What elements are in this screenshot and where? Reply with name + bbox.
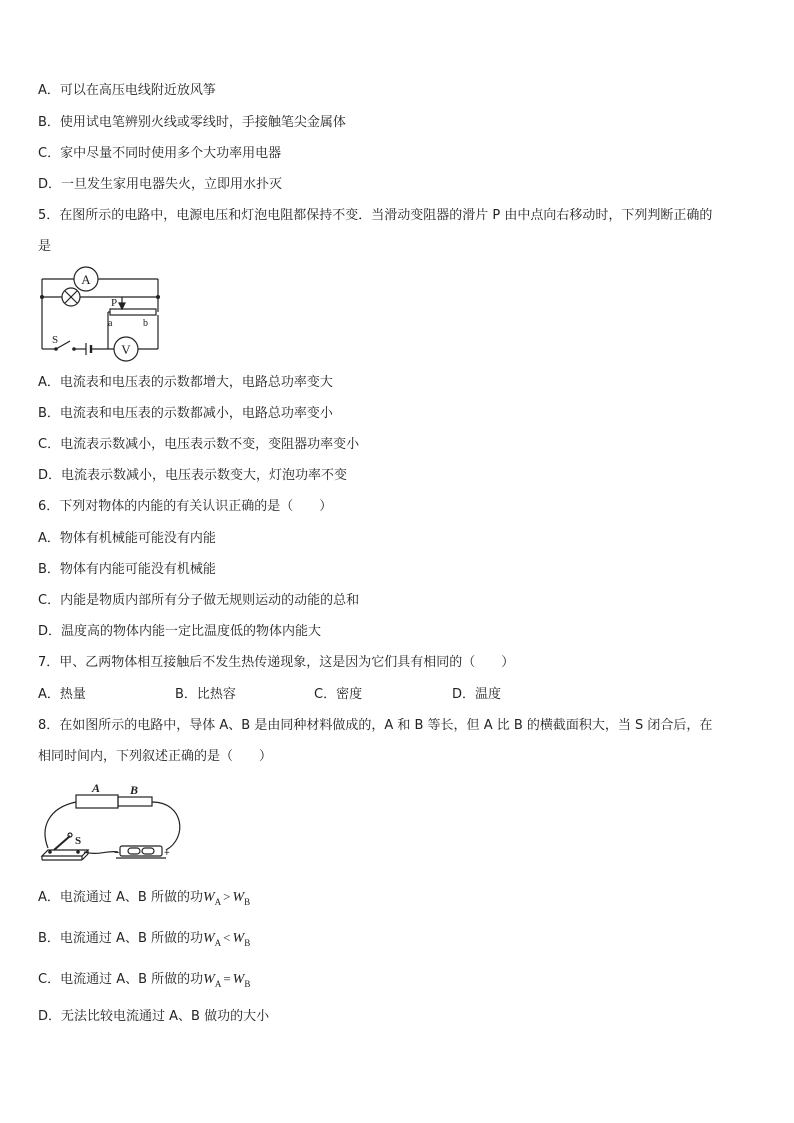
q8-option-c-operator: = bbox=[223, 971, 231, 986]
q8-option-a-text: A．电流通过 A、B 所做的功 bbox=[38, 890, 203, 905]
rheostat-end-b-label: b bbox=[143, 318, 148, 329]
q5-option-b: B．电流表和电压表的示数都减小，电路总功率变小 bbox=[38, 406, 333, 421]
q8-option-a bbox=[38, 888, 250, 911]
q8-option-a-rhs-sub: B bbox=[244, 896, 251, 907]
q4-option-b: B．使用试电笔辨别火线或零线时，手接触笔尖金属体 bbox=[38, 115, 346, 130]
q7-options-row bbox=[38, 686, 501, 704]
slider-label: P bbox=[111, 297, 118, 309]
conductor-b-label: B bbox=[130, 783, 139, 797]
q4-option-d: D．一旦发生家用电器失火，立即用水扑灭 bbox=[38, 177, 283, 192]
q7-option-a: A．热量 bbox=[38, 687, 86, 702]
q5-circuit-diagram bbox=[34, 263, 166, 363]
rheostat-end-a-label: a bbox=[108, 318, 113, 329]
q6-option-c: C．内能是物质内部所有分子做无规则运动的动能的总和 bbox=[38, 593, 360, 608]
q7-option-c: C．密度 bbox=[314, 687, 363, 702]
q8-option-a-operator: > bbox=[223, 889, 231, 904]
q8-option-b-rhs-sub: B bbox=[244, 937, 251, 948]
q8-option-a-lhs-sub: A bbox=[214, 896, 222, 907]
q5-option-d: D．电流表示数减小，电压表示数变大，灯泡功率不变 bbox=[38, 468, 348, 483]
q8-circuit-illustration bbox=[38, 778, 184, 864]
battery-plus-label: + bbox=[164, 848, 170, 859]
q5-stem-line1: 5．在图所示的电路中，电源电压和灯泡电阻都保持不变．当滑动变阻器的滑片 P 由中点向右移动时，下列判断正确的 bbox=[38, 208, 713, 223]
q8-option-b-lhs-sub: A bbox=[214, 937, 222, 948]
q8-option-c bbox=[38, 970, 250, 993]
q8-option-d: D．无法比较电流通过 A、B 做功的大小 bbox=[38, 1009, 270, 1024]
q8-option-b-rhs: W bbox=[232, 931, 245, 946]
q6-stem: 6．下列对物体的内能的有关认识正确的是（ ） bbox=[38, 499, 333, 514]
battery-minus-label: − bbox=[114, 848, 120, 859]
q8-option-c-lhs: W bbox=[203, 972, 215, 987]
q5-stem-line2: 是 bbox=[38, 239, 52, 254]
conductor-a-label: A bbox=[92, 781, 101, 795]
q8-option-c-text: C．电流通过 A、B 所做的功 bbox=[38, 972, 204, 987]
q8-option-b-text: B．电流通过 A、B 所做的功 bbox=[38, 931, 203, 946]
q7-option-d: D．温度 bbox=[452, 687, 502, 702]
q8-option-a-lhs: W bbox=[202, 890, 215, 905]
q7-stem: 7．甲、乙两物体相互接触后不发生热传递现象，这是因为它们具有相同的（ ） bbox=[38, 655, 515, 670]
q8-option-c-rhs: W bbox=[232, 972, 245, 987]
q8-option-c-lhs-sub: A bbox=[214, 978, 222, 989]
q7-option-b: B．比热容 bbox=[175, 687, 236, 702]
q8-option-b bbox=[38, 929, 250, 952]
q6-option-a: A．物体有机械能可能没有内能 bbox=[38, 531, 216, 546]
voltmeter-label: V bbox=[121, 342, 131, 357]
switch-label: S bbox=[52, 334, 59, 346]
q4-option-a: A．可以在高压电线附近放风筝 bbox=[38, 83, 216, 98]
q8-stem-line2: 相同时间内，下列叙述正确的是（ ） bbox=[38, 749, 273, 764]
q5-option-c: C．电流表示数减小，电压表示数不变，变阻器功率变小 bbox=[38, 437, 360, 452]
q8-stem-line1: 8．在如图所示的电路中，导体 A、B 是由同种材料做成的，A 和 B 等长，但 A 比 B 的横截面积大，当 S 闭合后，在 bbox=[38, 718, 713, 733]
q4-option-c: C．家中尽量不同时使用多个大功率用电器 bbox=[38, 146, 282, 161]
q5-option-a: A．电流表和电压表的示数都增大，电路总功率变大 bbox=[38, 375, 333, 390]
q8-option-a-rhs: W bbox=[232, 890, 245, 905]
q8-option-c-rhs-sub: B bbox=[244, 978, 251, 989]
switch-s-label: S bbox=[75, 835, 82, 847]
q6-option-b: B．物体有内能可能没有机械能 bbox=[38, 562, 216, 577]
q6-option-d: D．温度高的物体内能一定比温度低的物体内能大 bbox=[38, 624, 322, 639]
q8-option-b-lhs: W bbox=[203, 931, 215, 946]
q8-option-b-operator: < bbox=[223, 930, 231, 945]
ammeter-label: A bbox=[81, 272, 91, 287]
